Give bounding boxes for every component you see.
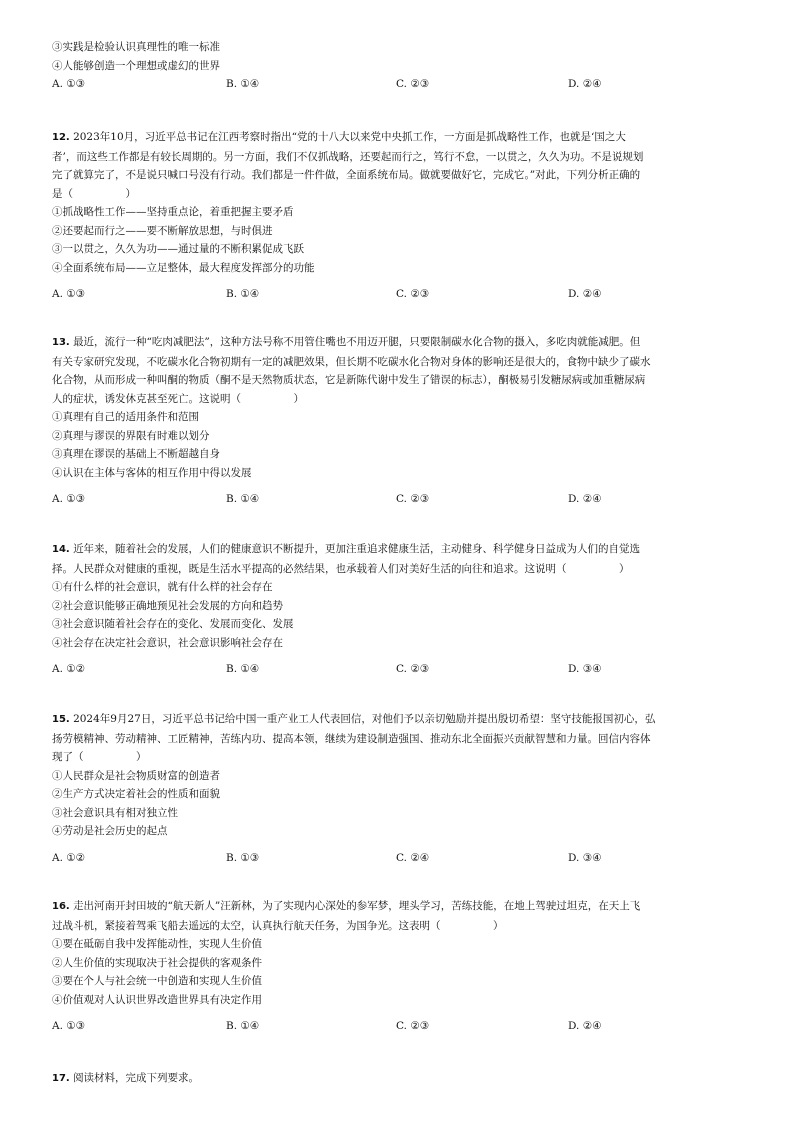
question-stem: 扬劳模精神、劳动精神、工匠精神，苦练内功、提高本领，继续为建设制造强国、推动东北全面振兴贡献智慧和力量。回信内容体 <box>52 732 651 745</box>
choice-item: ③社会意识具有相对独立性 <box>52 806 178 819</box>
question-stem: 人的症状，诱发休克甚至死亡。这说明（ ） <box>52 392 304 405</box>
question-16 <box>52 897 742 1035</box>
option-a[interactable]: A. ①③ <box>52 493 86 505</box>
option-a[interactable]: A. ①② <box>52 851 86 864</box>
question-number: 16. <box>52 901 70 912</box>
question-17 <box>52 1069 742 1089</box>
option-a[interactable]: A. ①② <box>52 663 86 675</box>
choice-item: ①真理有自己的适用条件和范围 <box>52 411 199 423</box>
choice-item: ②真理与谬误的界限有时难以划分 <box>52 429 210 442</box>
choice-item: ①人民群众是社会物质财富的创造者 <box>52 769 220 782</box>
choice-item: ④全面系统布局——立足整体，最大程度发挥部分的功能 <box>52 261 315 274</box>
answer-options <box>52 660 742 678</box>
option-d[interactable]: D. ②④ <box>568 493 602 505</box>
question-stem: 15. 2024年9月27日，习近平总书记给中国一重产业工人代表回信，对他们予以亲切勉励并提出殷切希望：坚守技能报国初心，弘 <box>52 713 656 725</box>
question-number: 15. <box>52 714 70 725</box>
question-14 <box>52 540 742 678</box>
choice-item: ③一以贯之，久久为功——通过量的不断积累促成飞跃 <box>52 243 304 255</box>
choice-item: ④价值观对人认识世界改造世界具有决定作用 <box>52 993 262 1006</box>
question-stem: 者’，而这些工作都是有较长周期的。另一方面，我们不仅抓战略，还要起而行之，笃行不怠，一以贯之，久久为功。不是说规划 <box>52 150 644 163</box>
choice-item: ②还要起而行之——要不断解放思想，与时俱进 <box>52 224 273 237</box>
option-c[interactable]: C. ②③ <box>396 1020 430 1032</box>
option-c[interactable]: C. ②④ <box>396 851 430 864</box>
question-15 <box>52 710 742 867</box>
answer-options <box>52 75 742 93</box>
option-b[interactable]: B. ①④ <box>226 493 260 505</box>
question-number: 12. <box>52 132 70 143</box>
question-stem: 现了（ ） <box>52 751 147 763</box>
choice-item: ①有什么样的社会意识，就有什么样的社会存在 <box>52 581 273 593</box>
question-stem: 17. 阅读材料，完成下列要求。 <box>52 1072 200 1084</box>
choice-item: ④人能够创造一个理想或虚幻的世界 <box>52 59 220 72</box>
choice-item: ①抓战略性工作——坚持重点论，着重把握主要矛盾 <box>52 206 294 218</box>
choice-item: ②社会意识能够正确地预见社会发展的方向和趋势 <box>52 599 283 612</box>
choice-item: ②人生价值的实现取决于社会提供的客观条件 <box>52 956 262 969</box>
question-stem: 化合物，从而形成一种叫酮的物质（酮不是天然物质状态，它是新陈代谢中发生了错误的标志），酮极易引发糖尿病或加重糖尿病 <box>52 374 646 386</box>
option-b[interactable]: B. ①④ <box>226 78 260 90</box>
choice-item: ③真理在谬误的基础上不断超越自身 <box>52 448 220 460</box>
choice-item: ④认识在主体与客体的相互作用中得以发展 <box>52 466 252 479</box>
option-d[interactable]: D. ③④ <box>568 663 602 675</box>
option-b[interactable]: B. ①③ <box>226 851 260 864</box>
question-stem: 过战斗机，紧接着驾乘飞船去遥远的太空，认真执行航天任务，为国争光。这表明（ ） <box>52 919 504 932</box>
option-b[interactable]: B. ①④ <box>226 1020 260 1032</box>
question-stem: 12. 2023年10月，习近平总书记在江西考察时指出“党的十八大以来党中央抓工作，一方面是抓战略性工作，也就是‘国之大 <box>52 131 626 143</box>
option-a[interactable]: A. ①③ <box>52 78 86 90</box>
option-c[interactable]: C. ②③ <box>396 493 430 505</box>
answer-options <box>52 849 742 867</box>
option-d[interactable]: D. ②④ <box>568 78 602 90</box>
previous-question-fragment <box>52 38 742 93</box>
choice-item: ③要在个人与社会统一中创造和实现人生价值 <box>52 975 262 987</box>
question-stem: 14. 近年来，随着社会的发展，人们的健康意识不断提升，更加注重追求健康生活，主动健身、科学健身日益成为人们的自觉选 <box>52 543 641 555</box>
answer-options <box>52 285 742 303</box>
option-a[interactable]: A. ①③ <box>52 1020 86 1032</box>
answer-options <box>52 1017 742 1035</box>
option-a[interactable]: A. ①③ <box>52 288 86 300</box>
question-stem: 16. 走出河南开封田坡的“航天新人”汪新林，为了实现内心深处的参军梦，埋头学习，苦练技能，在地上驾驶过坦克，在天上飞 <box>52 900 641 912</box>
option-d[interactable]: D. ②④ <box>568 1020 602 1032</box>
question-stem: 择。人民群众对健康的重视，既是生活水平提高的必然结果，也承载着人们对美好生活的向往和追求。这说明（ ） <box>52 562 630 575</box>
choice-item: ②生产方式决定着社会的性质和面貌 <box>52 788 220 800</box>
option-d[interactable]: D. ②④ <box>568 288 602 300</box>
question-12 <box>52 128 742 303</box>
option-b[interactable]: B. ①④ <box>226 663 260 675</box>
question-stem: 有关专家研究发现，不吃碳水化合物初期有一定的减肥效果，但长期不吃碳水化合物对身体的影响还是很大的，食物中缺少了碳水 <box>52 355 651 368</box>
answer-options <box>52 490 742 508</box>
choice-item: ①要在砥砺自我中发挥能动性，实现人生价值 <box>52 938 262 950</box>
choice-item: ④劳动是社会历史的起点 <box>52 825 168 837</box>
question-stem: 是（ ） <box>52 187 136 200</box>
choice-item: ③社会意识随着社会存在的变化、发展而变化、发展 <box>52 618 294 630</box>
option-d[interactable]: D. ③④ <box>568 851 602 864</box>
question-number: 14. <box>52 544 70 555</box>
choice-item: ③实践是检验认识真理性的唯一标准 <box>52 41 220 53</box>
question-number: 17. <box>52 1073 70 1084</box>
option-c[interactable]: C. ②③ <box>396 78 430 90</box>
option-c[interactable]: C. ②③ <box>396 663 430 675</box>
question-stem: 完了就算完了，不是说只喊口号没有行动。我们都是一件件做，全面系统布局。做就要做好它，完成它。”对此，下列分析正确的 <box>52 169 641 181</box>
option-b[interactable]: B. ①④ <box>226 288 260 300</box>
question-number: 13. <box>52 337 70 348</box>
question-13 <box>52 333 742 508</box>
option-c[interactable]: C. ②③ <box>396 288 430 300</box>
choice-item: ④社会存在决定社会意识，社会意识影响社会存在 <box>52 636 283 649</box>
question-stem: 13. 最近，流行一种“吃肉减肥法”，这种方法号称不用管住嘴也不用迈开腿，只要限制碳水化合物的摄入，多吃肉就能减肥。但 <box>52 336 641 348</box>
